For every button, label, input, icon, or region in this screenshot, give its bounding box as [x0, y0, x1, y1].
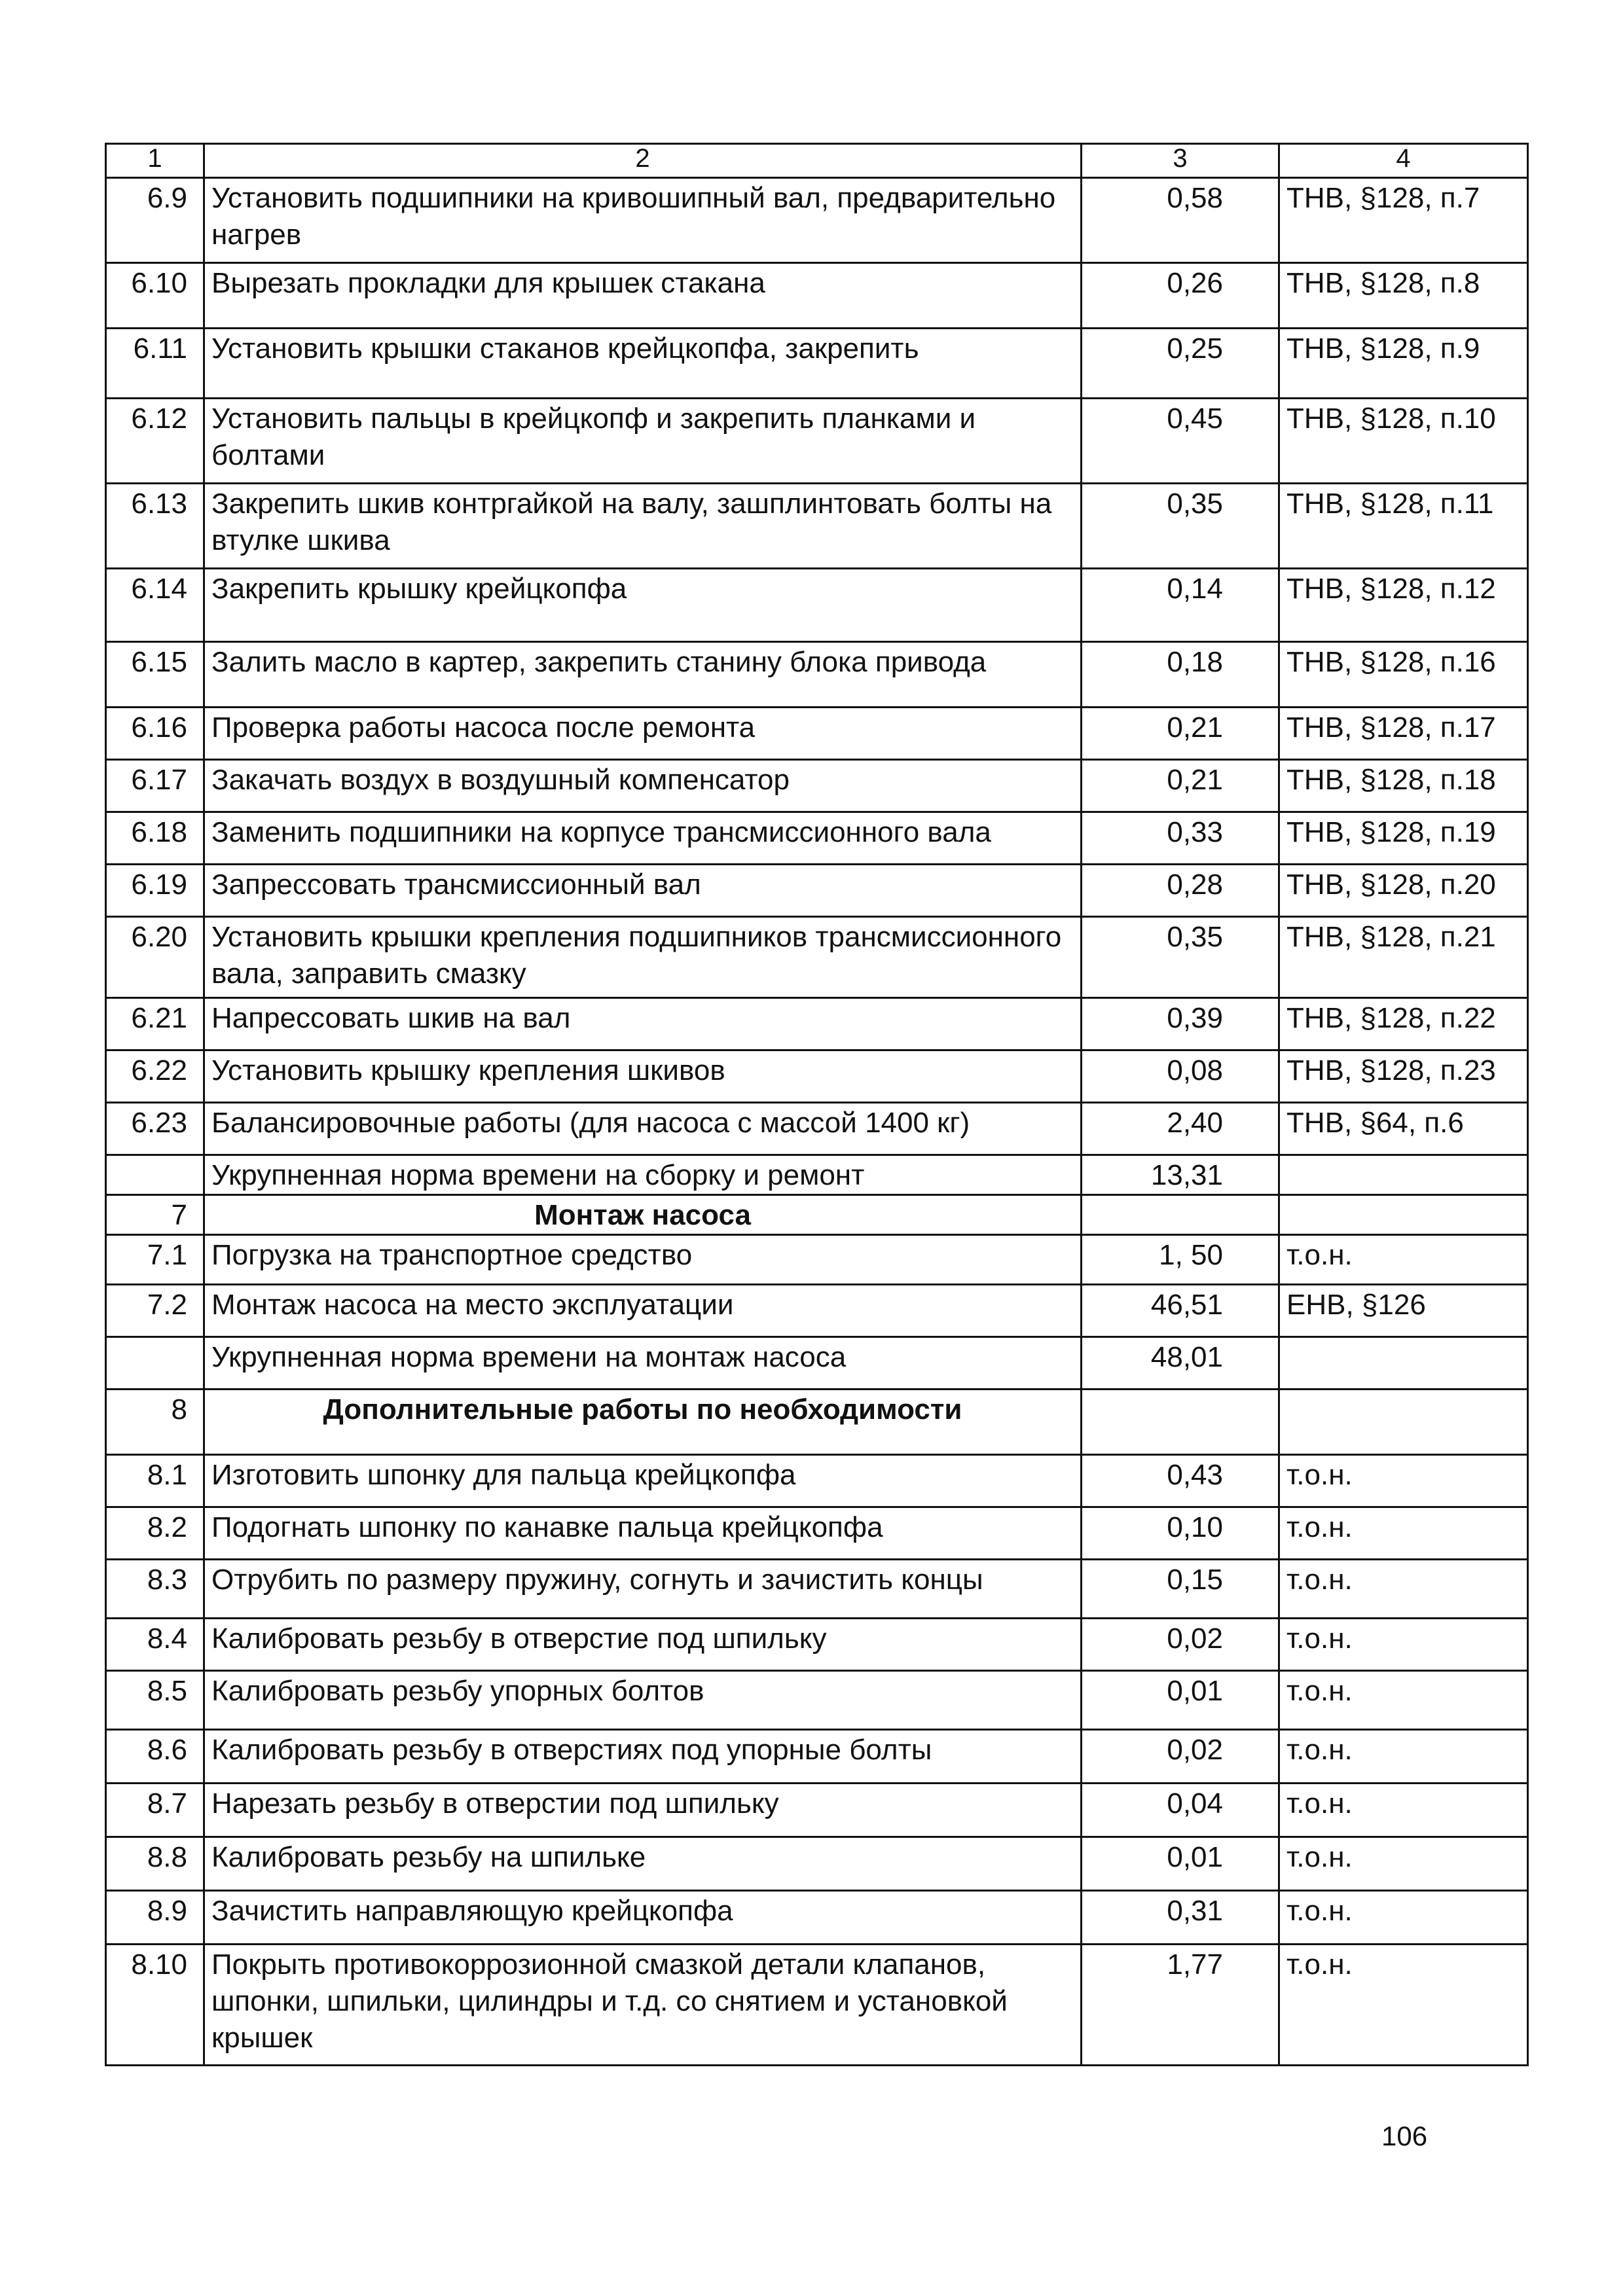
row-norm-value: 2,40	[1082, 1103, 1279, 1155]
table-row	[106, 329, 1528, 399]
row-description: Дополнительные работы по необходимости	[204, 1390, 1082, 1455]
row-reference: т.о.н.	[1279, 1945, 1528, 2066]
row-reference: т.о.н.	[1279, 1891, 1528, 1945]
row-norm-value: 0,43	[1082, 1455, 1279, 1507]
row-reference: ТНВ, §128, п.19	[1279, 812, 1528, 865]
row-number: 6.11	[106, 329, 204, 399]
row-description: Установить крышки крепления подшипников трансмиссионного вала, заправить смазку	[204, 917, 1082, 998]
row-description: Установить крышки стаканов крейцкопфа, закрепить	[204, 329, 1082, 399]
table-row	[106, 708, 1528, 760]
row-norm-value: 0,35	[1082, 484, 1279, 569]
row-number: 6.10	[106, 263, 204, 329]
table-row	[106, 1671, 1528, 1730]
row-number	[106, 1337, 204, 1390]
table-row	[106, 1103, 1528, 1155]
table-row	[106, 1891, 1528, 1945]
row-reference: ТНВ, §128, п.10	[1279, 399, 1528, 484]
row-norm-value: 0,25	[1082, 329, 1279, 399]
row-number: 6.21	[106, 998, 204, 1050]
row-description: Монтаж насоса	[204, 1195, 1082, 1235]
row-number: 6.16	[106, 708, 204, 760]
table-row	[106, 1619, 1528, 1671]
row-number: 8.5	[106, 1671, 204, 1730]
header-col-3: 3	[1082, 144, 1279, 178]
header-row	[106, 144, 1528, 178]
row-reference: т.о.н.	[1279, 1730, 1528, 1784]
row-norm-value: 1,77	[1082, 1945, 1279, 2066]
row-reference: ТНВ, §128, п.21	[1279, 917, 1528, 998]
row-reference: ТНВ, §128, п.9	[1279, 329, 1528, 399]
row-description: Калибровать резьбу в отверстиях под упорные болты	[204, 1730, 1082, 1784]
row-reference: т.о.н.	[1279, 1455, 1528, 1507]
row-reference: т.о.н.	[1279, 1671, 1528, 1730]
header-col-4: 4	[1279, 144, 1528, 178]
row-description: Отрубить по размеру пружину, согнуть и зачистить концы	[204, 1560, 1082, 1619]
row-norm-value: 0,01	[1082, 1837, 1279, 1891]
row-description: Монтаж насоса на место эксплуатации	[204, 1285, 1082, 1337]
row-norm-value: 0,21	[1082, 760, 1279, 812]
row-norm-value: 0,04	[1082, 1784, 1279, 1837]
row-description: Заменить подшипники на корпусе трансмиссионного вала	[204, 812, 1082, 865]
row-norm-value: 0,31	[1082, 1891, 1279, 1945]
norms-table	[105, 143, 1529, 2066]
row-norm-value: 1, 50	[1082, 1235, 1279, 1285]
row-description: Установить крышку крепления шкивов	[204, 1050, 1082, 1103]
row-number: 8.7	[106, 1784, 204, 1837]
row-norm-value: 0,18	[1082, 642, 1279, 708]
row-description: Калибровать резьбу упорных болтов	[204, 1671, 1082, 1730]
row-reference: т.о.н.	[1279, 1837, 1528, 1891]
row-description: Напрессовать шкив на вал	[204, 998, 1082, 1050]
row-reference: ТНВ, §128, п.20	[1279, 865, 1528, 917]
row-reference: ТНВ, §128, п.17	[1279, 708, 1528, 760]
row-norm-value: 0,15	[1082, 1560, 1279, 1619]
row-norm-value: 48,01	[1082, 1337, 1279, 1390]
row-number: 6.18	[106, 812, 204, 865]
row-reference	[1279, 1337, 1528, 1390]
table-row	[106, 1507, 1528, 1560]
section-row	[106, 1390, 1528, 1455]
row-norm-value	[1082, 1195, 1279, 1235]
row-description: Закрепить крышку крейцкопфа	[204, 569, 1082, 642]
table-row	[106, 1945, 1528, 2066]
row-number: 7.2	[106, 1285, 204, 1337]
row-reference: ТНВ, §128, п.12	[1279, 569, 1528, 642]
row-description: Закрепить шкив контргайкой на валу, зашплинтовать болты на втулке шкива	[204, 484, 1082, 569]
row-norm-value	[1082, 1390, 1279, 1455]
row-number: 6.13	[106, 484, 204, 569]
table-row	[106, 1784, 1528, 1837]
row-number: 8.4	[106, 1619, 204, 1671]
table-row	[106, 812, 1528, 865]
row-number: 8	[106, 1390, 204, 1455]
row-description: Установить пальцы в крейцкопф и закрепить планками и болтами	[204, 399, 1082, 484]
row-number: 8.9	[106, 1891, 204, 1945]
row-number: 6.17	[106, 760, 204, 812]
table-row	[106, 865, 1528, 917]
row-reference: ТНВ, §128, п.22	[1279, 998, 1528, 1050]
table-row	[106, 1235, 1528, 1285]
row-reference: т.о.н.	[1279, 1619, 1528, 1671]
row-description: Калибровать резьбу в отверстие под шпильку	[204, 1619, 1082, 1671]
row-description: Вырезать прокладки для крышек стакана	[204, 263, 1082, 329]
table-row	[106, 1730, 1528, 1784]
row-reference	[1279, 1155, 1528, 1195]
row-reference	[1279, 1195, 1528, 1235]
row-norm-value: 0,01	[1082, 1671, 1279, 1730]
row-number: 8.1	[106, 1455, 204, 1507]
row-reference: ТНВ, §64, п.6	[1279, 1103, 1528, 1155]
row-norm-value: 0,39	[1082, 998, 1279, 1050]
header-col-2: 2	[204, 144, 1082, 178]
row-reference: ТНВ, §128, п.18	[1279, 760, 1528, 812]
row-description: Закачать воздух в воздушный компенсатор	[204, 760, 1082, 812]
row-number	[106, 1155, 204, 1195]
table-row	[106, 1337, 1528, 1390]
table-row	[106, 1837, 1528, 1891]
row-number: 8.2	[106, 1507, 204, 1560]
row-description: Покрыть противокоррозионной смазкой детали клапанов, шпонки, шпильки, цилиндры и т.д. со снятием и установкой крышек	[204, 1945, 1082, 2066]
row-description: Укрупненная норма времени на сборку и ремонт	[204, 1155, 1082, 1195]
row-number: 6.20	[106, 917, 204, 998]
row-reference: ЕНВ, §126	[1279, 1285, 1528, 1337]
table-row	[106, 263, 1528, 329]
row-norm-value: 0,45	[1082, 399, 1279, 484]
row-number: 6.14	[106, 569, 204, 642]
section-row	[106, 1195, 1528, 1235]
row-description: Укрупненная норма времени на монтаж насоса	[204, 1337, 1082, 1390]
table-row	[106, 1560, 1528, 1619]
row-norm-value: 0,26	[1082, 263, 1279, 329]
table-row	[106, 1455, 1528, 1507]
row-number: 7.1	[106, 1235, 204, 1285]
row-number: 6.9	[106, 178, 204, 263]
row-norm-value: 0,21	[1082, 708, 1279, 760]
row-number: 7	[106, 1195, 204, 1235]
header-col-1: 1	[106, 144, 204, 178]
row-reference: т.о.н.	[1279, 1560, 1528, 1619]
row-norm-value: 0,28	[1082, 865, 1279, 917]
row-reference: т.о.н.	[1279, 1784, 1528, 1837]
row-number: 6.22	[106, 1050, 204, 1103]
table-row	[106, 1155, 1528, 1195]
row-number: 8.6	[106, 1730, 204, 1784]
row-reference	[1279, 1390, 1528, 1455]
row-norm-value: 0,02	[1082, 1730, 1279, 1784]
row-description: Установить подшипники на кривошипный вал, предварительно нагрев	[204, 178, 1082, 263]
row-number: 6.15	[106, 642, 204, 708]
table-row	[106, 569, 1528, 642]
table-row	[106, 399, 1528, 484]
row-number: 8.8	[106, 1837, 204, 1891]
row-norm-value: 0,35	[1082, 917, 1279, 998]
row-reference: т.о.н.	[1279, 1235, 1528, 1285]
row-norm-value: 0,10	[1082, 1507, 1279, 1560]
row-description: Погрузка на транспортное средство	[204, 1235, 1082, 1285]
row-description: Калибровать резьбу на шпильке	[204, 1837, 1082, 1891]
row-description: Залить масло в картер, закрепить станину блока привода	[204, 642, 1082, 708]
row-norm-value: 0,58	[1082, 178, 1279, 263]
row-number: 8.3	[106, 1560, 204, 1619]
page-number: 106	[1381, 2121, 1428, 2151]
row-description: Подогнать шпонку по канавке пальца крейцкопфа	[204, 1507, 1082, 1560]
table-row	[106, 484, 1528, 569]
row-number: 6.23	[106, 1103, 204, 1155]
row-description: Балансировочные работы (для насоса с массой 1400 кг)	[204, 1103, 1082, 1155]
table-row	[106, 917, 1528, 998]
row-norm-value: 0,33	[1082, 812, 1279, 865]
table-row	[106, 760, 1528, 812]
row-reference: ТНВ, §128, п.8	[1279, 263, 1528, 329]
row-number: 6.12	[106, 399, 204, 484]
row-reference: ТНВ, §128, п.23	[1279, 1050, 1528, 1103]
row-description: Нарезать резьбу в отверстии под шпильку	[204, 1784, 1082, 1837]
row-norm-value: 0,08	[1082, 1050, 1279, 1103]
row-norm-value: 13,31	[1082, 1155, 1279, 1195]
row-number: 8.10	[106, 1945, 204, 2066]
table-row	[106, 178, 1528, 263]
table-row	[106, 642, 1528, 708]
row-description: Проверка работы насоса после ремонта	[204, 708, 1082, 760]
table-row	[106, 1050, 1528, 1103]
row-description: Изготовить шпонку для пальца крейцкопфа	[204, 1455, 1082, 1507]
row-reference: т.о.н.	[1279, 1507, 1528, 1560]
row-norm-value: 0,02	[1082, 1619, 1279, 1671]
row-reference: ТНВ, §128, п.7	[1279, 178, 1528, 263]
row-description: Запрессовать трансмиссионный вал	[204, 865, 1082, 917]
row-norm-value: 0,14	[1082, 569, 1279, 642]
row-norm-value: 46,51	[1082, 1285, 1279, 1337]
row-number: 6.19	[106, 865, 204, 917]
row-reference: ТНВ, §128, п.16	[1279, 642, 1528, 708]
row-reference: ТНВ, §128, п.11	[1279, 484, 1528, 569]
table-row	[106, 1285, 1528, 1337]
row-description: Зачистить направляющую крейцкопфа	[204, 1891, 1082, 1945]
table-row	[106, 998, 1528, 1050]
